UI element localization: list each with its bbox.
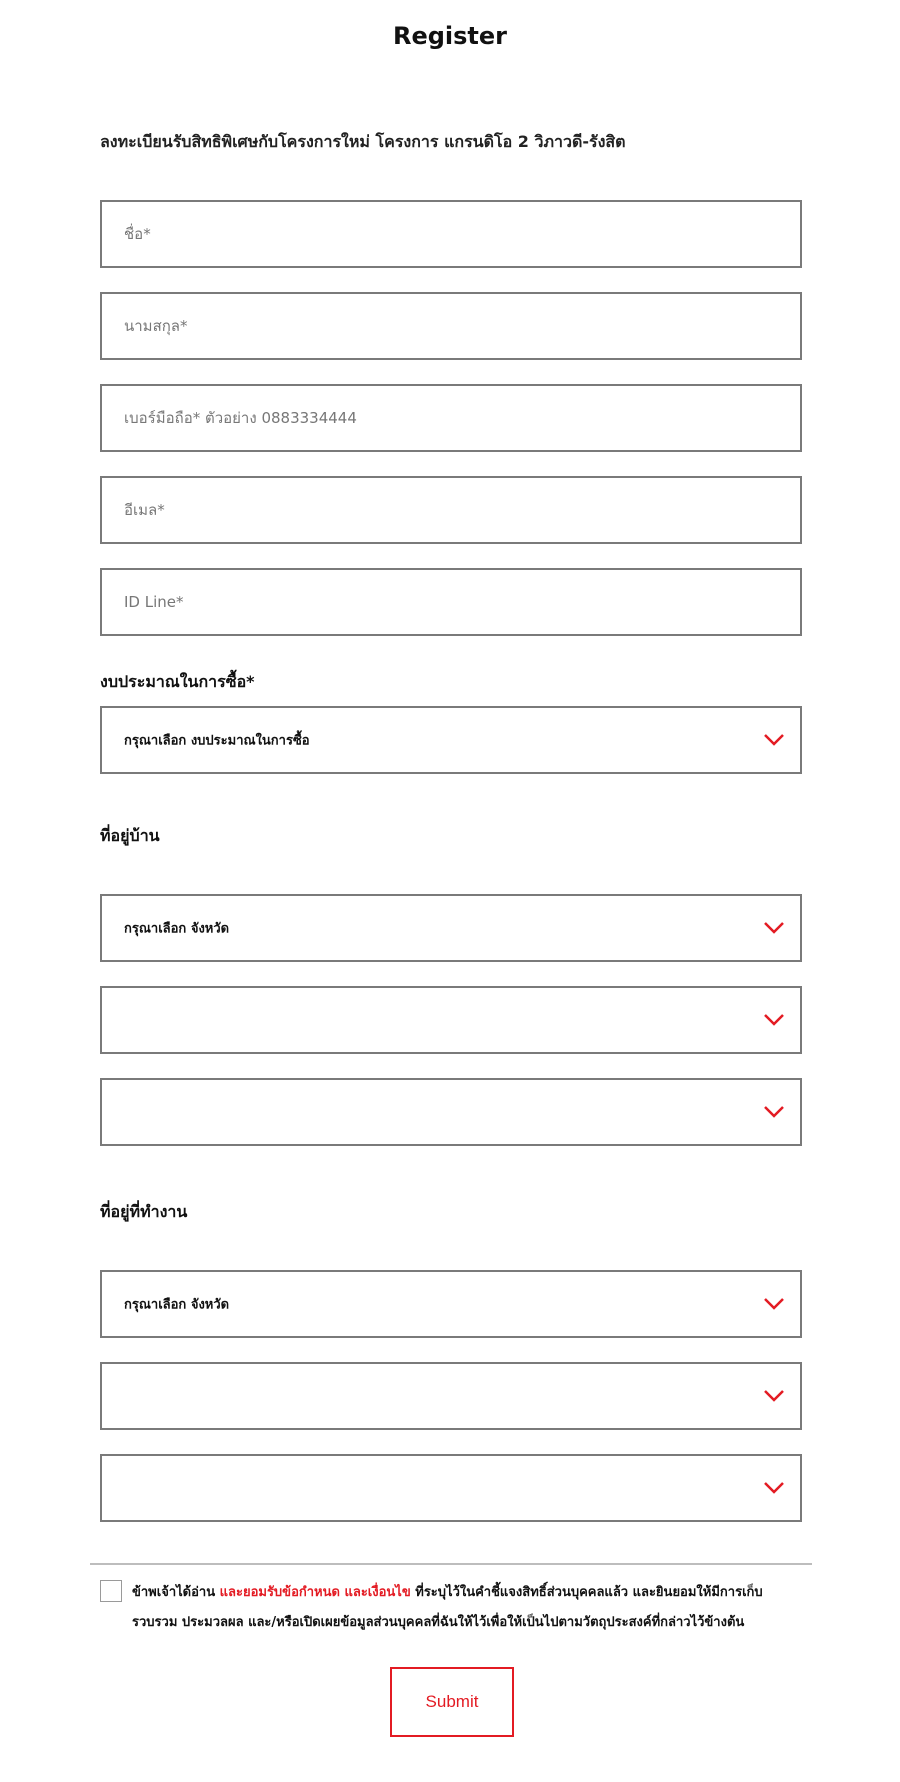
home-district-select[interactable] [100, 986, 802, 1054]
last-name-field[interactable] [100, 292, 802, 360]
work-province-value: กรุณาเลือก จังหวัด [124, 1297, 230, 1313]
consent-prefix: ข้าพเจ้าได้อ่าน [132, 1585, 220, 1600]
chevron-down-icon [762, 1480, 786, 1496]
consent-checkbox[interactable] [100, 1580, 122, 1602]
line-id-field[interactable] [100, 568, 802, 636]
page-title: Register [392, 22, 508, 50]
first-name-field[interactable] [100, 200, 802, 268]
chevron-down-icon [762, 920, 786, 936]
consent-text [132, 1578, 802, 1638]
chevron-down-icon [762, 732, 786, 748]
line-id-input[interactable] [102, 570, 800, 634]
work-address-label: ที่อยู่ที่ทำงาน [100, 1202, 188, 1221]
phone-input[interactable] [102, 386, 800, 450]
home-address-label: ที่อยู่บ้าน [100, 826, 160, 845]
phone-field[interactable] [100, 384, 802, 452]
home-province-value: กรุณาเลือก จังหวัด [124, 921, 230, 937]
home-subdistrict-select[interactable] [100, 1078, 802, 1146]
terms-link[interactable]: และยอมรับข้อกำหนด และเงื่อนไข [219, 1585, 411, 1600]
budget-label: งบประมาณในการซื้อ* [100, 672, 255, 691]
chevron-down-icon [762, 1012, 786, 1028]
budget-select-value: กรุณาเลือก งบประมาณในการซื้อ [124, 733, 310, 749]
budget-select[interactable] [100, 706, 802, 774]
email-field[interactable] [100, 476, 802, 544]
consent-suffix: ที่ระบุไว้ในคำชี้แจงสิทธิ์ส่วนบุคคลแล้ว และยินยอมให้มีการเก็บรวบรวม ประมวลผล และ/หรือเปิดเผยข้อมูลส่วนบุคคลที่ฉันให้ไว้เพื่อให้เป็นไปตามวัตถุประสงค์ที่กล่าวไว้ข้างต้น [132, 1585, 763, 1630]
divider [90, 1563, 812, 1565]
submit-button[interactable]: Submit [390, 1667, 514, 1737]
email-input[interactable] [102, 478, 800, 542]
last-name-input[interactable] [102, 294, 800, 358]
work-subdistrict-select[interactable] [100, 1454, 802, 1522]
chevron-down-icon [762, 1296, 786, 1312]
chevron-down-icon [762, 1388, 786, 1404]
chevron-down-icon [762, 1104, 786, 1120]
work-province-select[interactable] [100, 1270, 802, 1338]
home-province-select[interactable] [100, 894, 802, 962]
work-district-select[interactable] [100, 1362, 802, 1430]
first-name-input[interactable] [102, 202, 800, 266]
intro-text: ลงทะเบียนรับสิทธิพิเศษกับโครงการใหม่ โครงการ แกรนดิโอ 2 วิภาวดี-รังสิต [100, 132, 626, 151]
